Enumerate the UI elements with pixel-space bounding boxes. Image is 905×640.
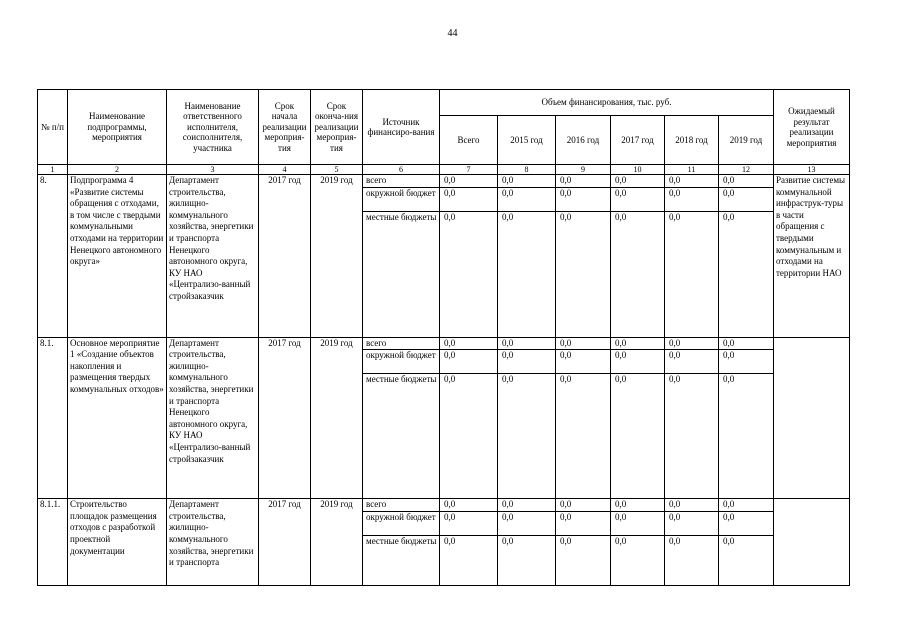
row-resp: Департамент строительства, жилищно-коммунального хозяйства, энергетики и транспорта [167, 499, 259, 586]
header-end: Срок оконча-ния реализации мероприя-тия [311, 90, 363, 165]
value-cell: 0,0 [719, 350, 774, 374]
value-cell: 0,0 [498, 337, 556, 350]
source-cell: всего [363, 175, 440, 188]
value-cell: 0,0 [440, 511, 498, 535]
value-cell: 0,0 [611, 511, 665, 535]
header-source: Источник финансиро-вания [363, 90, 440, 165]
value-cell: 0,0 [611, 187, 665, 211]
row-start: 2017 год [259, 175, 311, 338]
value-cell: 0,0 [665, 211, 719, 337]
value-cell: 0,0 [611, 499, 665, 512]
row-start: 2017 год [259, 337, 311, 499]
column-number-row [38, 165, 850, 175]
value-cell: 0,0 [665, 499, 719, 512]
header-name: Наименование подпрограммы, мероприятия [68, 90, 167, 165]
row-num: 8.1. [38, 337, 68, 499]
value-cell: 0,0 [556, 374, 611, 499]
header-2018: 2018 год [665, 116, 719, 165]
row-name: Основное мероприятие 1 «Создание объектов накопления и размещения твердых коммунальных отходов» [68, 337, 167, 499]
row-num: 8. [38, 175, 68, 338]
column-number: 1 [38, 165, 68, 175]
value-cell: 0,0 [440, 337, 498, 350]
row-resp: Департамент строительства, жилищно-коммунального хозяйства, энергетики и транспорта Ненецкого автономного округа, КУ НАО «Централизо-ванный стройзаказчик [167, 175, 259, 338]
value-cell: 0,0 [719, 187, 774, 211]
value-cell: 0,0 [719, 499, 774, 512]
value-cell: 0,0 [719, 535, 774, 585]
header-resp: Наименование ответственного исполнителя, соисполнителя, участника [167, 90, 259, 165]
value-cell: 0,0 [498, 175, 556, 188]
page-number: 44 [447, 28, 458, 39]
value-cell: 0,0 [611, 535, 665, 585]
value-cell: 0,0 [440, 374, 498, 499]
row-start: 2017 год [259, 499, 311, 586]
value-cell: 0,0 [556, 511, 611, 535]
header-2015: 2015 год [498, 116, 556, 165]
value-cell: 0,0 [556, 535, 611, 585]
row-end: 2019 год [311, 175, 363, 338]
row-end: 2019 год [311, 499, 363, 586]
value-cell: 0,0 [440, 211, 498, 337]
value-cell: 0,0 [665, 535, 719, 585]
value-cell: 0,0 [665, 374, 719, 499]
value-cell: 0,0 [719, 374, 774, 499]
column-number: 3 [167, 165, 259, 175]
column-number: 2 [68, 165, 167, 175]
header-2017: 2017 год [611, 116, 665, 165]
header-start: Срок начала реализации мероприя-тия [259, 90, 311, 165]
source-cell: местные бюджеты [363, 374, 440, 499]
row-result [774, 499, 850, 586]
value-cell: 0,0 [498, 374, 556, 499]
value-cell: 0,0 [665, 187, 719, 211]
table-row [38, 337, 850, 350]
value-cell: 0,0 [719, 175, 774, 188]
row-num: 8.1.1. [38, 499, 68, 586]
column-number: 5 [311, 165, 363, 175]
value-cell: 0,0 [611, 374, 665, 499]
column-number: 9 [556, 165, 611, 175]
row-end: 2019 год [311, 337, 363, 499]
value-cell: 0,0 [611, 350, 665, 374]
column-number: 4 [259, 165, 311, 175]
header-result: Ожидаемый результат реализации мероприятия [774, 90, 850, 165]
header-2019: 2019 год [719, 116, 774, 165]
column-number: 6 [363, 165, 440, 175]
value-cell: 0,0 [556, 350, 611, 374]
value-cell: 0,0 [556, 337, 611, 350]
source-cell: всего [363, 337, 440, 350]
header-2016: 2016 год [556, 116, 611, 165]
source-cell: всего [363, 499, 440, 512]
value-cell: 0,0 [440, 187, 498, 211]
column-number: 8 [498, 165, 556, 175]
row-name: Подпрограмма 4 «Развитие системы обращения с отходами, в том числе с твердыми коммунальными отходами на территории Ненецкого автономного округа» [68, 175, 167, 338]
value-cell: 0,0 [665, 511, 719, 535]
source-cell: окружной бюджет [363, 187, 440, 211]
row-resp: Департамент строительства, жилищно-коммунального хозяйства, энергетики и транспорта Ненецкого автономного округа, КУ НАО «Централизо-ванный стройзаказчик [167, 337, 259, 499]
row-name: Строительство площадок размещения отходов с разработкой проектной документации [68, 499, 167, 586]
table-row [38, 499, 850, 512]
value-cell: 0,0 [498, 499, 556, 512]
table-row [38, 175, 850, 188]
value-cell: 0,0 [498, 535, 556, 585]
value-cell: 0,0 [440, 175, 498, 188]
value-cell: 0,0 [440, 535, 498, 585]
header-funding: Объем финансирования, тыс. руб. [440, 90, 774, 116]
value-cell: 0,0 [665, 337, 719, 350]
value-cell: 0,0 [719, 511, 774, 535]
row-result [774, 337, 850, 499]
value-cell: 0,0 [611, 211, 665, 337]
value-cell: 0,0 [498, 187, 556, 211]
value-cell: 0,0 [440, 350, 498, 374]
value-cell: 0,0 [719, 211, 774, 337]
column-number: 11 [665, 165, 719, 175]
header-num: № п/п [38, 90, 68, 165]
column-number: 12 [719, 165, 774, 175]
value-cell: 0,0 [719, 337, 774, 350]
value-cell: 0,0 [665, 350, 719, 374]
value-cell: 0,0 [556, 187, 611, 211]
source-cell: местные бюджеты [363, 211, 440, 337]
value-cell: 0,0 [498, 211, 556, 337]
value-cell: 0,0 [498, 350, 556, 374]
value-cell: 0,0 [440, 499, 498, 512]
source-cell: местные бюджеты [363, 535, 440, 585]
value-cell: 0,0 [665, 175, 719, 188]
source-cell: окружной бюджет [363, 350, 440, 374]
column-number: 10 [611, 165, 665, 175]
financing-table [37, 89, 850, 586]
column-number: 7 [440, 165, 498, 175]
value-cell: 0,0 [556, 211, 611, 337]
value-cell: 0,0 [556, 499, 611, 512]
column-number: 13 [774, 165, 850, 175]
row-result: Развитие системы коммунальной инфраструк-туры в части обращения с твердыми коммунальным и отходами на территории НАО [774, 175, 850, 338]
value-cell: 0,0 [611, 337, 665, 350]
source-cell: окружной бюджет [363, 511, 440, 535]
header-total: Всего [440, 116, 498, 165]
value-cell: 0,0 [498, 511, 556, 535]
value-cell: 0,0 [556, 175, 611, 188]
value-cell: 0,0 [611, 175, 665, 188]
